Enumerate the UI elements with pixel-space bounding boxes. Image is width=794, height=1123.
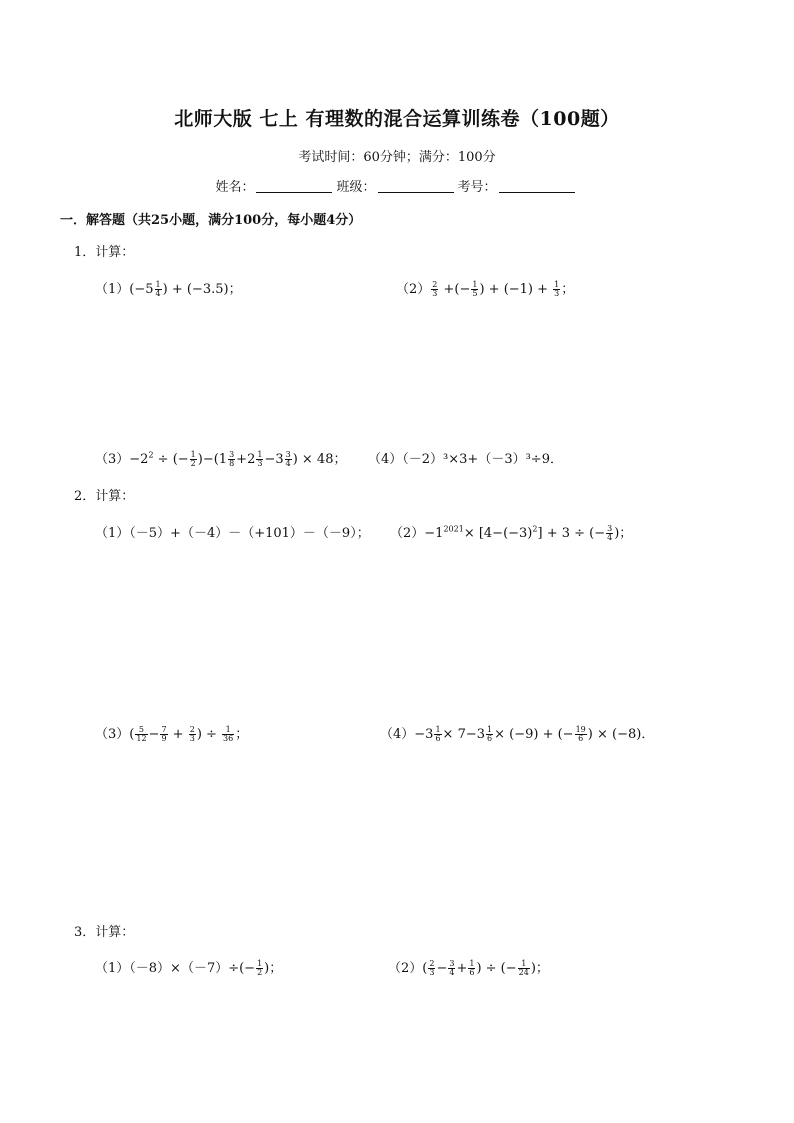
q2-item-2-label: （2）: [390, 526, 425, 541]
q3-item-2-end: ；: [535, 961, 549, 976]
q3-item-1-label: （1）: [95, 961, 130, 976]
q3-item-1-expression: （－8）×（－7）÷: [129, 961, 240, 976]
q1-item-3: [95, 448, 347, 468]
q1-item-3-end: ；: [333, 452, 347, 467]
q1-item-3-label: （3）: [95, 452, 130, 467]
q1-item-1: [95, 278, 242, 298]
q2-item-2-end: ；: [619, 526, 633, 541]
q2-item-4-expression: −3 $\frac{1}{6}$ × 7−3 $\frac{1}{6}$ × (−9) + (− $\frac{19}{6}$ ) × (−8): [414, 725, 642, 743]
q3-item-2-label: （2）: [388, 961, 423, 976]
class-blank[interactable]: [378, 192, 454, 193]
q1-item-4-expression: （－2）³×3+（－3）³÷9．: [402, 452, 563, 467]
question-3-number: 3．计算：: [74, 925, 135, 940]
name-label: 姓名：: [215, 180, 255, 195]
id-blank[interactable]: [499, 192, 575, 193]
exam-info: 考试时间：60分钟；满分：100分: [298, 150, 496, 165]
q2-item-3-expression: ( $\frac{5}{12}$ − $\frac{7}{9}$ + $\frac{2}{3}$ ) ÷ $\frac{1}{36}$: [129, 725, 234, 743]
q3-item-1: [95, 957, 282, 977]
id-label: 考号：: [457, 180, 497, 195]
q2-item-3: [95, 723, 248, 743]
q3-item-2: [388, 957, 549, 977]
q2-item-3-end: ；: [235, 727, 249, 742]
q2-item-4-end: ．: [641, 727, 655, 742]
question-2-number: 2．计算：: [74, 489, 135, 504]
page-title: 北师大版 七上 有理数的混合运算训练卷（100题）: [174, 108, 620, 130]
q2-item-2: [390, 522, 632, 542]
q1-item-1-label: （1）: [95, 282, 130, 297]
q2-item-4: [380, 723, 654, 743]
q2-item-2-expression: $-1^{2021}\times [4-(-3)^2] + 3$ ÷ (− $\frac{3}{4}$ ): [424, 524, 620, 542]
q2-item-1: [95, 522, 370, 541]
q3-item-1-fraction: (− $\frac{1}{2}$ )；: [239, 959, 283, 977]
q1-item-3-expression: $-2^2$ ÷ (− $\frac{1}{2}$ )−(1 $\frac{3}{8}$ +2 $\frac{1}{3}$ −3 $\frac{3}{4}$ ) × 48: [129, 450, 334, 468]
name-blank[interactable]: [256, 192, 332, 193]
q1-item-2: [396, 278, 574, 298]
q1-item-1-expression: (−5 $\frac{1}{4}$ ) + (−3.5): [129, 280, 229, 298]
q1-item-4: [368, 448, 563, 467]
question-1-number: 1．计算：: [74, 245, 135, 260]
q2-item-4-label: （4）: [380, 727, 415, 742]
class-label: 班级：: [336, 180, 376, 195]
q2-item-3-label: （3）: [95, 727, 130, 742]
q1-item-2-expression: $\frac{2}{3}$ +(− $\frac{1}{5}$ ) + (−1) + $\frac{1}{3}$: [432, 280, 560, 298]
q1-item-1-end: ；: [228, 282, 242, 297]
q2-item-1-label: （1）: [95, 526, 130, 541]
q1-item-2-label: （2）: [396, 282, 431, 297]
q1-item-4-label: （4）: [368, 452, 403, 467]
section-title: 一．解答题（共25小题，满分100分，每小题4分）: [60, 213, 362, 228]
q1-item-2-end: ；: [561, 282, 575, 297]
q2-item-1-expression: （－5）+（－4）－（+101）－（－9）；: [129, 526, 370, 541]
student-info-row: [0, 176, 794, 195]
q3-item-2-expression: ( $\frac{2}{3}$ − $\frac{3}{4}$ + $\frac{1}{6}$ ) ÷ (− $\frac{1}{24}$ ): [422, 959, 536, 977]
